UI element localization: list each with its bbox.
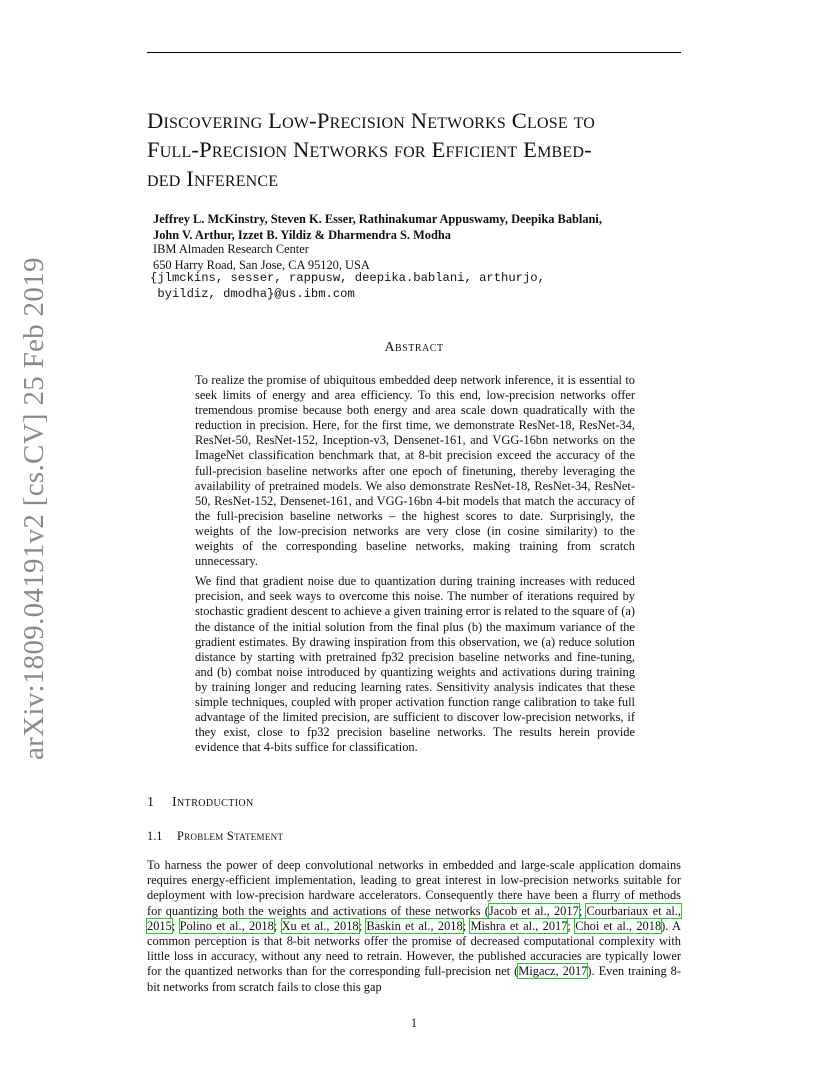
top-rule	[147, 52, 681, 53]
body-text-1: To harness the power of deep convolutional networks in embedded and large-scale application domains requires energy-efficient implementation, leading to great interest in low-precision networks suitable for deployment with low-precision hardware accelerators. Consequently there have been a flurry of methods for quantizing both the weights and activations of these networks (	[147, 858, 681, 918]
citation-separator: ;	[358, 918, 367, 933]
affiliation-org: IBM Almaden Research Center	[153, 242, 309, 256]
citation-link[interactable]: Courbariaux et al., 2015	[147, 903, 681, 933]
citation-separator: ;	[171, 918, 180, 933]
paper-title	[147, 106, 687, 193]
affiliation	[153, 241, 370, 273]
author-emails	[150, 270, 545, 302]
citation-link[interactable]: Migacz, 2017	[518, 964, 588, 979]
citation-link[interactable]: Xu et al., 2018	[281, 918, 359, 933]
page-number: 1	[410, 1016, 418, 1030]
citation-link[interactable]: Choi et al., 2018	[575, 918, 662, 933]
email-line-1: {jlmckins, sesser, rappusw, deepika.bablani, arthurjo,	[150, 271, 545, 285]
authors-line-2: John V. Arthur, Izzet B. Yildiz & Dharmendra S. Modha	[153, 228, 451, 242]
title-line-3: ded Inference	[147, 166, 279, 191]
section-number: 1	[147, 795, 154, 810]
title-line-1: Discovering Low-Precision Networks Close to	[147, 108, 596, 133]
abstract-paragraph-1: To realize the promise of ubiquitous embedded deep network inference, it is essential to seek limits of energy and area efficiency. To this end, low-precision networks offer tremendous promise because both energy and area scale down quadratically with the reduction in precision. Here, for the first time, we demonstrate ResNet-18, ResNet-34, ResNet-50, ResNet-152, Inception-v3, Densenet-161, and VGG-16bn networks on the ImageNet classification benchmark that, at 8-bit precision exceed the accuracy of the full-precision baseline networks after one epoch of finetuning, thereby leveraging the availability of pretrained models. We also demonstrate ResNet-18, ResNet-34, ResNet-50, ResNet-152, Densenet-161, and VGG-16bn 4-bit models that match the accuracy of the full-precision baseline networks – the highest scores to date. Surprisingly, the weights of the low-precision networks are very close (in cosine similarity) to the weights of the corresponding baseline networks, making training from scratch unnecessary.	[195, 373, 635, 569]
abstract-body	[195, 373, 635, 760]
citation-link[interactable]: Mishra et al., 2017	[470, 918, 568, 933]
citation-separator: ;	[567, 918, 576, 933]
body-text-3: ). Even training 8-bit networks from scratch fails to close this gap	[147, 964, 681, 994]
arxiv-identifier: arXiv:1809.04191v2 [cs.CV] 25 Feb 2019	[18, 257, 50, 760]
citation-link[interactable]: Polino et al., 2018	[179, 918, 274, 933]
title-line-2: Full-Precision Networks for Efficient Embed-	[147, 137, 592, 162]
citation-separator: ;	[273, 918, 282, 933]
authors-line-1: Jeffrey L. McKinstry, Steven K. Esser, Rathinakumar Appuswamy, Deepika Bablani,	[153, 212, 602, 226]
subsection-number: 1.1	[147, 829, 163, 843]
intro-paragraph	[147, 858, 681, 995]
abstract-paragraph-2: We find that gradient noise due to quantization during training increases with reduced precision, and seek ways to overcome this noise. The number of iterations required by stochastic gradient descent to achieve a given training error is related to the square of (a) the distance of the initial solution from the final plus (b) the maximum variance of the gradient estimates. By drawing inspiration from this observation, we (a) reduce solution distance by starting with pretrained fp32 precision baseline networks and fine-tuning, and (b) combat noise introduced by quantizing weights and activations during training by training longer and reducing learning rates. Sensitivity analysis indicates that these simple techniques, coupled with proper activation function range calibration to take full advantage of the limited precision, are sufficient to discover low-precision networks, if they exist, close to fp32 precision baseline networks. The results herein provide evidence that 4-bits suffice for classification.	[195, 574, 635, 755]
citation-separator: ;	[578, 903, 587, 918]
affiliation-address: 650 Harry Road, San Jose, CA 95120, USA	[153, 258, 370, 272]
subsection-title: Problem Statement	[177, 829, 284, 843]
section-heading	[147, 795, 254, 811]
abstract-heading: Abstract	[384, 340, 444, 355]
citation-separator: ;	[462, 918, 471, 933]
author-list	[153, 211, 602, 243]
body-text-2: ). A common perception is that 8-bit networks offer the promise of decreased computational complexity with little loss in accuracy, without any need to retrain. However, the published accuracies are typically lower for the quantized networks than for the corresponding full-precision net (	[147, 918, 681, 979]
citation-link[interactable]: Baskin et al., 2018	[366, 918, 463, 933]
email-line-2: byildiz, dmodha}@us.ibm.com	[150, 287, 355, 301]
citation-link[interactable]: Jacob et al., 2017	[488, 903, 579, 918]
section-title: Introduction	[172, 795, 254, 810]
subsection-heading	[147, 829, 283, 844]
